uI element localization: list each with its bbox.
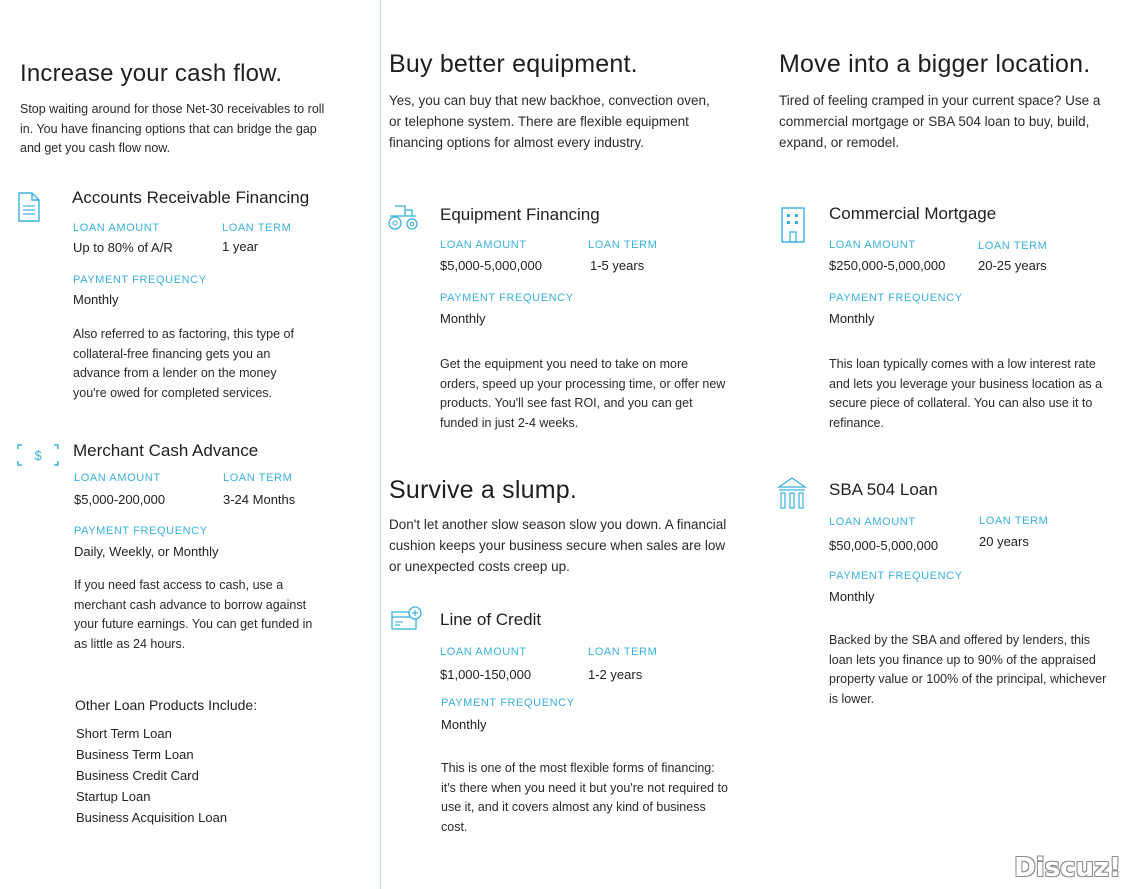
value-payment-frequency: Monthly — [440, 311, 486, 326]
value-payment-frequency: Monthly — [73, 292, 119, 307]
credit-card-plus-icon — [391, 606, 423, 632]
value-loan-amount: $1,000-150,000 — [440, 667, 532, 682]
label-loan-amount: LOAN AMOUNT — [440, 646, 527, 658]
building-icon — [780, 206, 806, 244]
intro-location: Tired of feeling cramped in your current space? Use a commercial mortgage or SBA 504 loan to buy, build, expand, or remodel. — [779, 93, 1101, 150]
product-title-equipment: Equipment Financing — [440, 205, 600, 224]
value-loan-amount: Up to 80% of A/R — [73, 240, 173, 255]
product-title-line-of-credit: Line of Credit — [440, 610, 542, 629]
label-loan-amount: LOAN AMOUNT — [440, 239, 527, 251]
product-description-commercial-mortgage: This loan typically comes with a low interest rate and lets you leverage your business location as a secure piece of collateral. You can also use it to refinance. — [829, 357, 1103, 430]
tractor-icon — [386, 203, 420, 231]
label-payment-frequency: PAYMENT FREQUENCY — [441, 697, 575, 709]
label-loan-amount: LOAN AMOUNT — [74, 472, 161, 484]
label-loan-amount: LOAN AMOUNT — [73, 222, 160, 234]
value-payment-frequency: Monthly — [829, 589, 875, 604]
other-products-title: Other Loan Products Include: — [75, 697, 258, 713]
column-location — [772, 0, 1135, 889]
other-products-list — [76, 723, 227, 828]
value-payment-frequency: Daily, Weekly, or Monthly — [74, 544, 219, 559]
dollar-sign: $ — [34, 448, 42, 463]
value-loan-term: 1-5 years — [590, 258, 645, 273]
product-description-sba-504: Backed by the SBA and offered by lenders, this loan lets you finance up to 90% of the appraised property value or 100% of the principal, whichever is lower. — [829, 633, 1107, 706]
list-item: Business Acquisition Loan — [76, 810, 228, 825]
label-loan-term: LOAN TERM — [978, 240, 1048, 252]
intro-equipment: Yes, you can buy that new backhoe, convection oven, or telephone system. There are flexible equipment financing options for almost every industry. — [389, 93, 710, 150]
value-payment-frequency: Monthly — [829, 311, 875, 326]
value-loan-amount: $50,000-5,000,000 — [829, 538, 939, 553]
value-loan-term: 1 year — [222, 239, 259, 254]
label-payment-frequency: PAYMENT FREQUENCY — [829, 570, 963, 582]
value-loan-term: 20-25 years — [978, 258, 1047, 273]
product-description-line-of-credit: This is one of the most flexible forms of financing: it's there when you need it but you're not required to use it, and it covers almost any kind of business cost. — [441, 761, 728, 834]
heading-cash-flow: Increase your cash flow. — [20, 60, 283, 87]
column-cash-flow — [0, 0, 380, 889]
label-loan-term: LOAN TERM — [222, 222, 292, 234]
list-item: Business Term Loan — [76, 747, 194, 762]
heading-slump: Survive a slump. — [389, 476, 577, 504]
value-loan-amount: $5,000-200,000 — [74, 492, 166, 507]
bank-icon — [777, 476, 807, 510]
label-payment-frequency: PAYMENT FREQUENCY — [73, 274, 207, 286]
product-title-ar: Accounts Receivable Financing — [72, 188, 310, 207]
intro-slump: Don't let another slow season slow you down. A financial cushion keeps your business secure when sales are low or unexpected costs creep up. — [389, 517, 727, 574]
label-loan-term: LOAN TERM — [588, 239, 658, 251]
value-loan-term: 20 years — [979, 534, 1029, 549]
label-payment-frequency: PAYMENT FREQUENCY — [74, 525, 208, 537]
label-payment-frequency: PAYMENT FREQUENCY — [829, 292, 963, 304]
list-item: Startup Loan — [76, 789, 151, 804]
label-loan-amount: LOAN AMOUNT — [829, 239, 916, 251]
document-icon — [16, 191, 42, 223]
label-loan-term: LOAN TERM — [979, 515, 1049, 527]
dollar-bill-icon — [17, 444, 59, 466]
product-description-merchant: If you need fast access to cash, use a merchant cash advance to borrow against your future earnings. You can get funded in as little as 24 hours. — [74, 578, 313, 651]
product-title-commercial-mortgage: Commercial Mortgage — [829, 204, 997, 223]
value-loan-term: 3-24 Months — [223, 492, 296, 507]
value-payment-frequency: Monthly — [441, 717, 487, 732]
value-loan-term: 1-2 years — [588, 667, 643, 682]
watermark-logo: Discuz! — [1014, 853, 1121, 883]
label-loan-amount: LOAN AMOUNT — [829, 516, 916, 528]
heading-location: Move into a bigger location. — [779, 50, 1091, 78]
product-title-sba-504: SBA 504 Loan — [829, 480, 938, 499]
value-loan-amount: $250,000-5,000,000 — [829, 258, 946, 273]
product-description-ar: Also referred to as factoring, this type of collateral-free financing gets you an advance from a lender on the money you're owed for completed services. — [73, 327, 294, 400]
product-description-equipment: Get the equipment you need to take on more orders, speed up your processing time, or offer new products. You'll see fast ROI, and you can get funded in just 2-4 weeks. — [440, 357, 726, 430]
value-loan-amount: $5,000-5,000,000 — [440, 258, 542, 273]
column-equipment — [380, 0, 772, 889]
product-title-merchant: Merchant Cash Advance — [73, 441, 259, 460]
label-loan-term: LOAN TERM — [223, 472, 293, 484]
intro-cash-flow: Stop waiting around for those Net-30 receivables to roll in. You have financing options that can bridge the gap and get you cash flow now. — [20, 102, 325, 156]
list-item: Short Term Loan — [76, 726, 172, 741]
label-payment-frequency: PAYMENT FREQUENCY — [440, 292, 574, 304]
label-loan-term: LOAN TERM — [588, 646, 658, 658]
list-item: Business Credit Card — [76, 768, 199, 783]
heading-equipment: Buy better equipment. — [389, 50, 638, 78]
